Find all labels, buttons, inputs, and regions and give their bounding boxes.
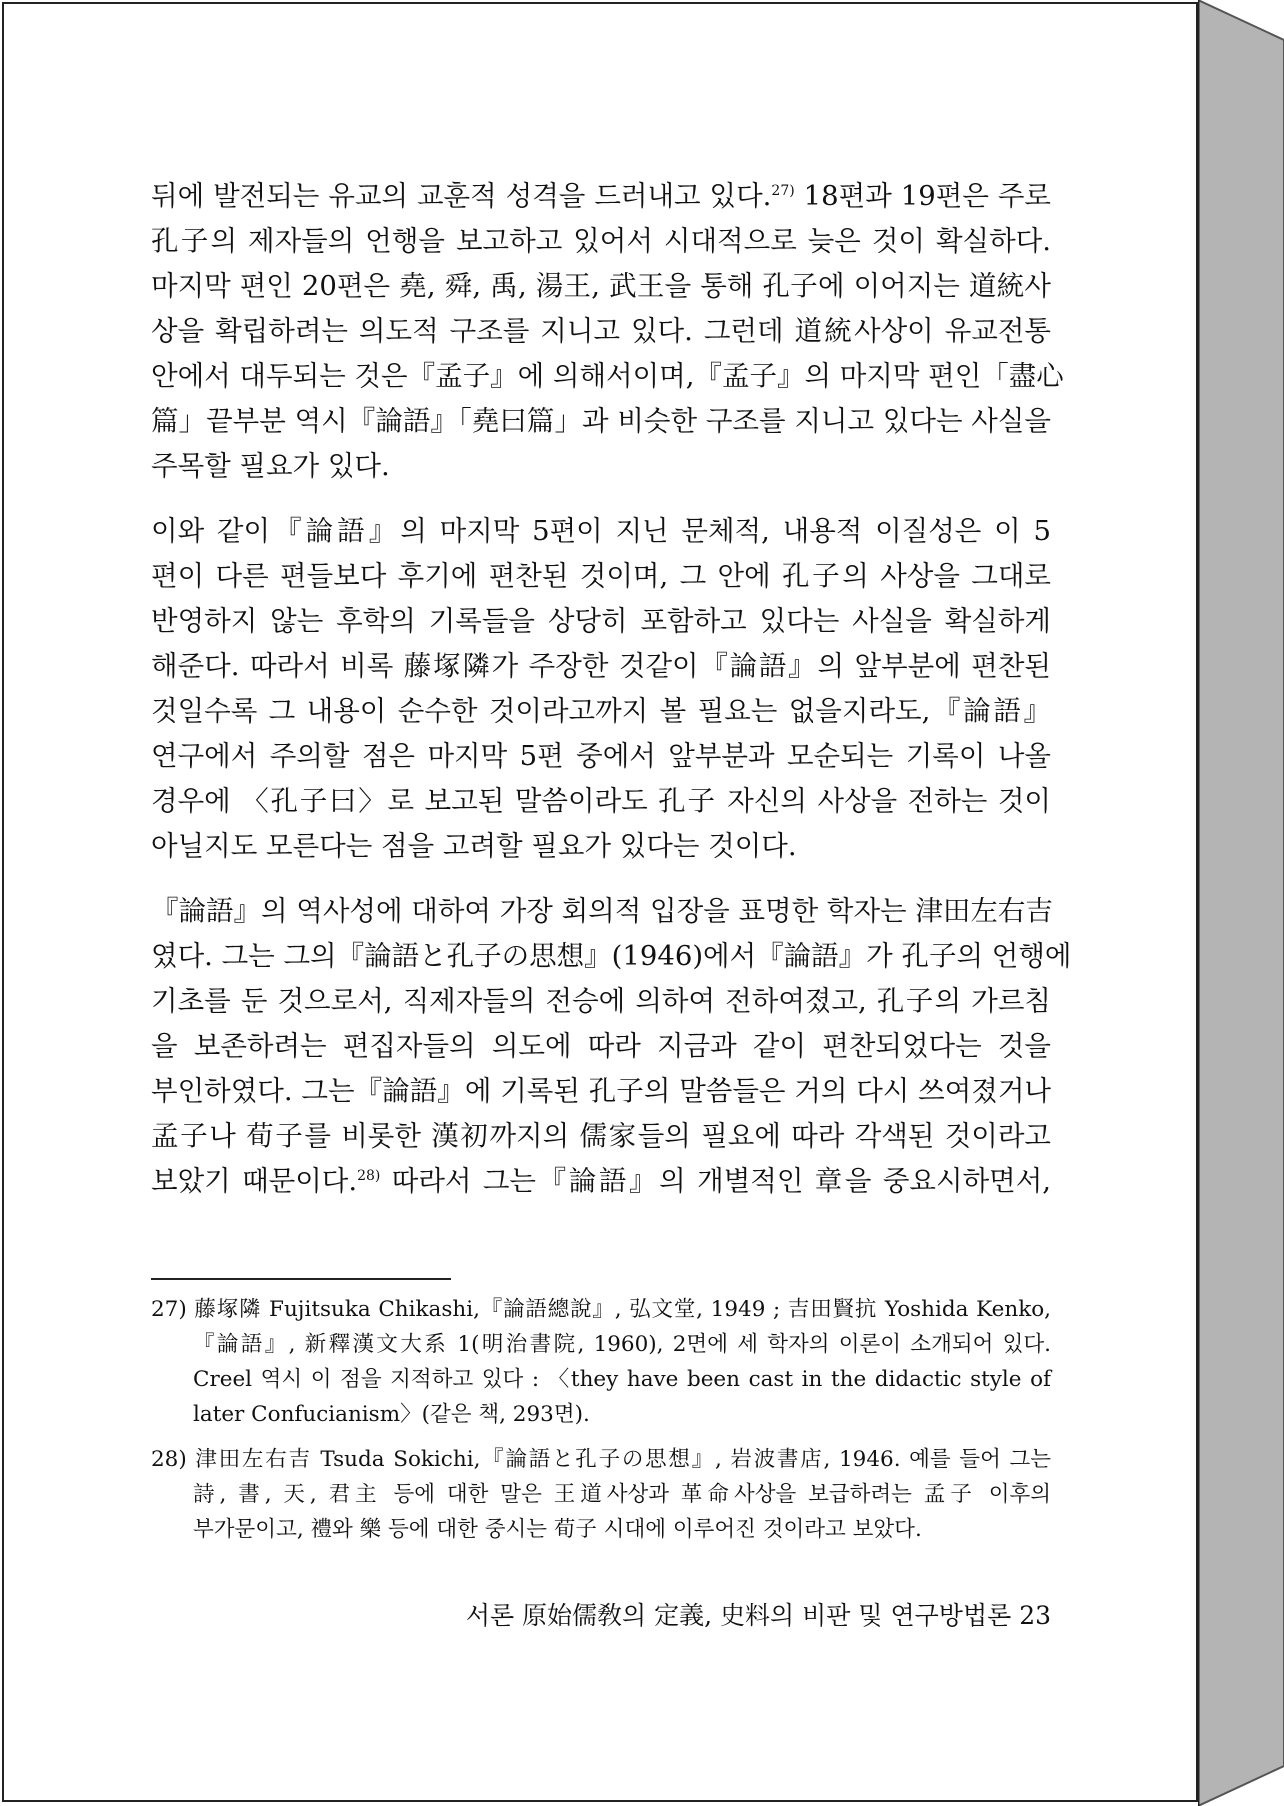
body-line: 반영하지 않는 후학의 기록들을 상당히 포함하고 있다는 사실을 확실하게	[151, 605, 1051, 637]
footnote-ref-28: 28)	[357, 1167, 381, 1184]
body-line: 부인하였다. 그는『論語』에 기록된 孔子의 말씀들은 거의 다시 쓰여졌거나	[151, 1075, 1051, 1107]
footnote-27: 27) 藤塚隣 Fujitsuka Chikashi,『論語總說』, 弘文堂, 1949 ; 吉田賢抗 Yoshida Kenko,	[151, 1297, 1051, 1322]
footnote-28: 28) 津田左右吉 Tsuda Sokichi,『論語と孔子の思想』, 岩波書店, 1946. 예를 들어 그는	[151, 1447, 1051, 1472]
body-line: 아닐지도 모른다는 점을 고려할 필요가 있다는 것이다.	[151, 830, 797, 862]
footnote-line: 詩, 書, 天, 君主 등에 대한 말은 王道사상과 革命사상을 보급하려는 孟子 이후의	[193, 1482, 1051, 1507]
footnote-line: 부가문이고, 禮와 樂 등에 대한 중시는 荀子 시대에 이루어진 것이라고 보았다.	[193, 1517, 922, 1542]
body-line: 孔子의 제자들의 언행을 보고하고 있어서 시대적으로 늦은 것이 확실하다.	[151, 225, 1051, 257]
body-line: 기초를 둔 것으로서, 직제자들의 전승에 의하여 전하여졌고, 孔子의 가르침	[151, 985, 1051, 1017]
body-line: 을 보존하려는 편집자들의 의도에 따라 지금과 같이 편찬되었다는 것을	[151, 1030, 1051, 1062]
body-line: 연구에서 주의할 점은 마지막 5편 중에서 앞부분과 모순되는 기록이 나올	[151, 740, 1051, 772]
body-line: 해준다. 따라서 비록 藤塚隣가 주장한 것같이『論語』의 앞부분에 편찬된	[151, 650, 1051, 682]
body-line: 뒤에 발전되는 유교의 교훈적 성격을 드러내고 있다.$^{27)}$ 18편과 19편은 주로	[151, 180, 1051, 212]
body-line: 편이 다른 편들보다 후기에 편찬된 것이며, 그 안에 孔子의 사상을 그대로	[151, 560, 1051, 592]
body-line: 마지막 편인 20편은 堯, 舜, 禹, 湯王, 武王을 통해 孔子에 이어지는 道統사	[151, 270, 1051, 302]
body-line: 였다. 그는 그의『論語と孔子の思想』(1946)에서『論語』가 孔子의 언행에	[151, 940, 1072, 972]
page-edge-shadow	[1198, 0, 1284, 1806]
body-line: 경우에 〈孔子曰〉로 보고된 말씀이라도 孔子 자신의 사상을 전하는 것이	[151, 785, 1051, 817]
body-line: 이와 같이『論語』의 마지막 5편이 지닌 문체적, 내용적 이질성은 이 5	[151, 515, 1051, 547]
body-line: 안에서 대두되는 것은『孟子』에 의해서이며,『孟子』의 마지막 편인「盡心	[151, 360, 1064, 392]
footnote-ref-27: 27)	[771, 182, 795, 199]
footnote-line: Creel 역시 이 점을 지적하고 있다 : 〈they have been cast in the didactic style of	[193, 1367, 1051, 1392]
footnote-line: 『論語』, 新釋漢文大系 1(明治書院, 1960), 2면에 세 학자의 이론이 소개되어 있다.	[193, 1332, 1051, 1357]
body-line: 『論語』의 역사성에 대하여 가장 회의적 입장을 표명한 학자는 津田左右吉	[151, 895, 1053, 927]
body-line: 篇」끝부분 역시『論語』「堯曰篇」과 비슷한 구조를 지니고 있다는 사실을	[151, 405, 1051, 437]
running-footer: 서론 原始儒敎의 定義, 史料의 비판 및 연구방법론 23	[465, 1601, 1051, 1630]
body-line: 것일수록 그 내용이 순수한 것이라고까지 볼 필요는 없을지라도,『論語』	[151, 695, 1051, 727]
body-line: 주목할 필요가 있다.	[151, 450, 390, 482]
footnote-line: later Confucianism〉(같은 책, 293면).	[193, 1402, 590, 1427]
body-line: 孟子나 荀子를 비롯한 漢初까지의 儒家들의 필요에 따라 각색된 것이라고	[151, 1120, 1051, 1152]
body-line: 상을 확립하려는 의도적 구조를 지니고 있다. 그런데 道統사상이 유교전통	[151, 315, 1051, 347]
body-line: 보았기 때문이다.$^{28)}$ 따라서 그는『論語』의 개별적인 章을 중요시하면서,	[151, 1165, 1052, 1197]
footnote-separator	[151, 1278, 451, 1280]
